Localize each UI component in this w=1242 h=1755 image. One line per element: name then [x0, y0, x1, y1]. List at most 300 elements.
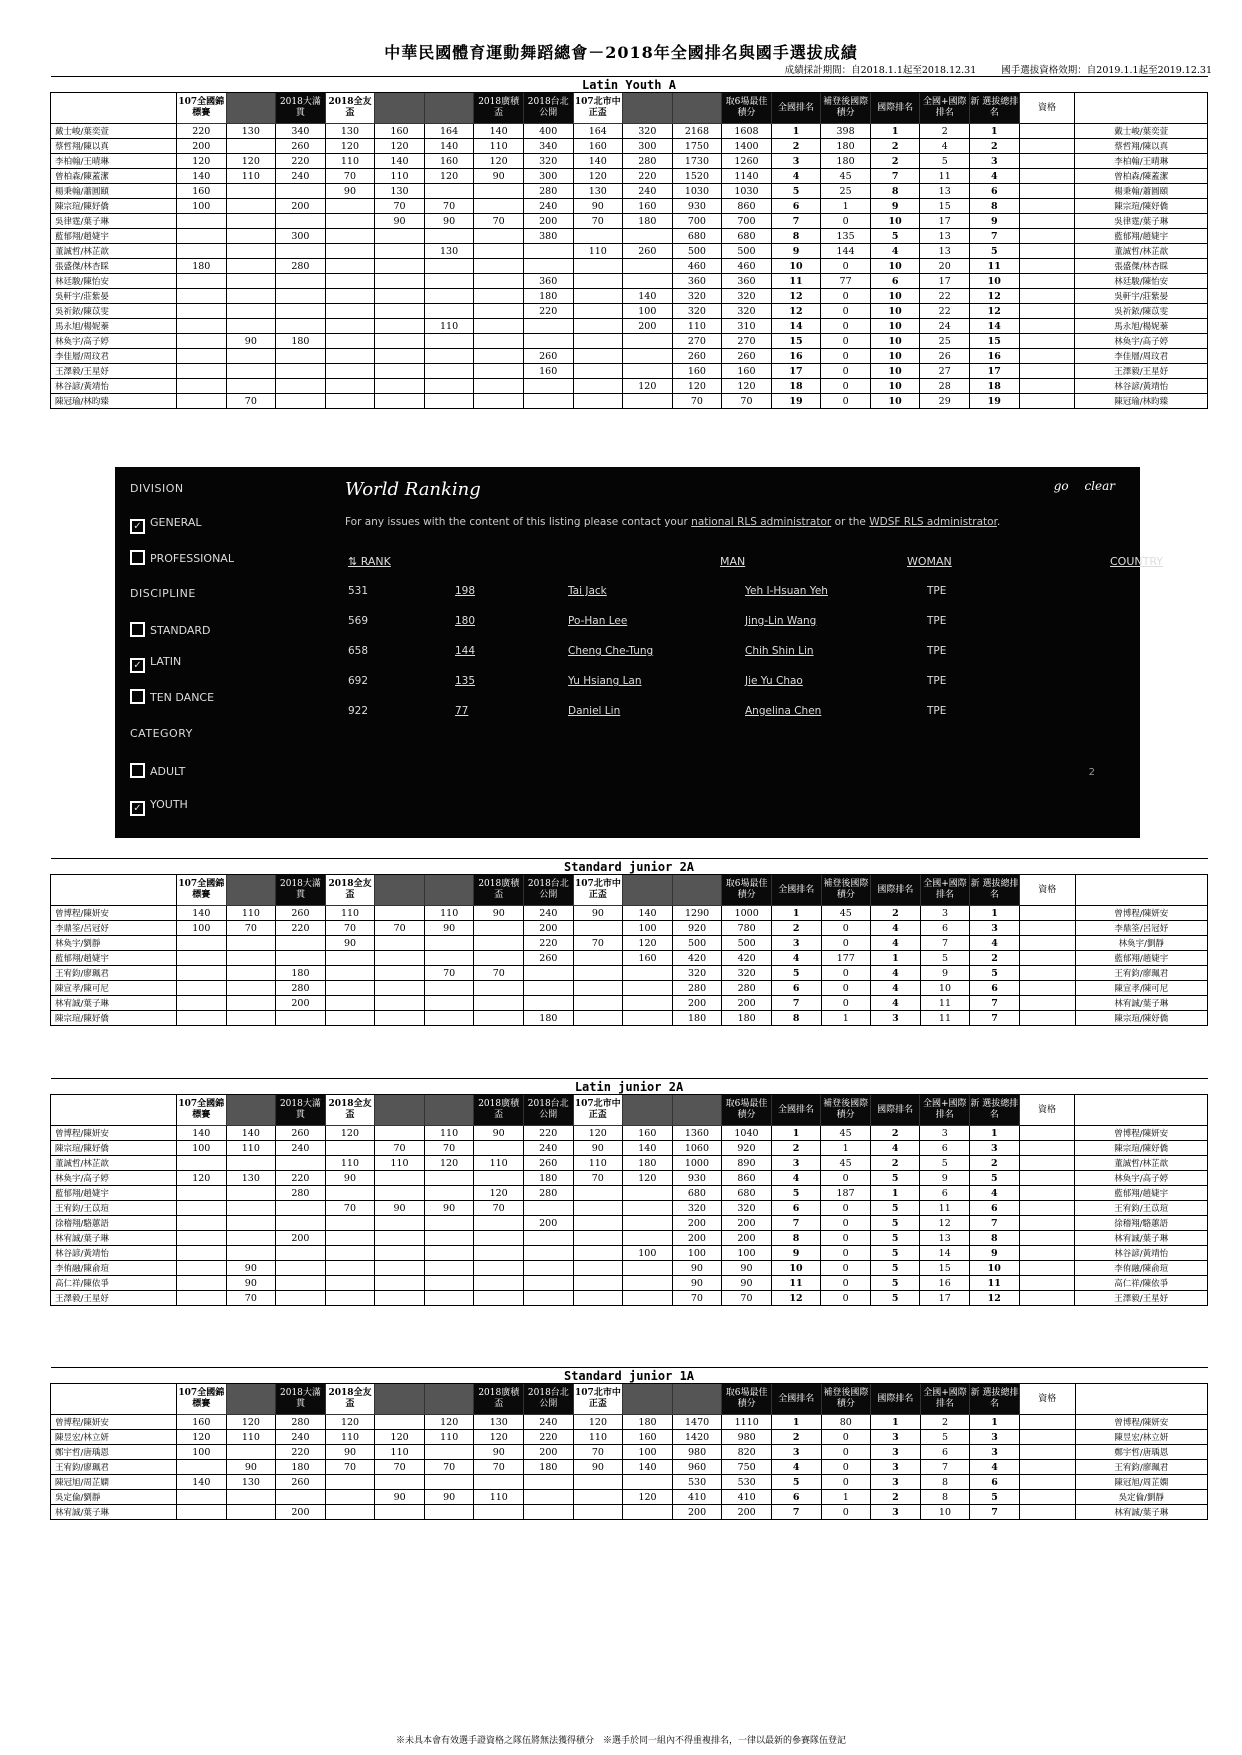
couple-name-cell: 林宥誠/葉子琳 [1075, 1231, 1208, 1246]
country-cell: TPE [927, 705, 947, 717]
couple-name-cell: 吳軒宇/莊紫晏 [51, 289, 177, 304]
score-cell [177, 349, 227, 364]
score-cell: 220 [276, 1171, 326, 1186]
score-cell [474, 1141, 524, 1156]
score-cell: 7 [970, 1505, 1020, 1520]
go-link[interactable]: go [1053, 479, 1069, 493]
table-row [51, 966, 1208, 981]
points-link[interactable]: 144 [455, 645, 476, 657]
table-row [51, 996, 1208, 1011]
score-cell [1019, 259, 1075, 274]
score-cell: 4 [771, 1460, 821, 1475]
score-cell: 110 [226, 906, 276, 921]
checkbox-checked-icon[interactable]: ✓ [130, 519, 145, 534]
column-header: 國際排名 [871, 875, 921, 906]
couple-name-cell: 曾博程/陳妍安 [51, 1126, 177, 1141]
column-header [672, 1095, 722, 1126]
checkbox-checked-icon[interactable]: ✓ [130, 658, 145, 673]
score-cell: 5 [870, 1246, 920, 1261]
couple-name-cell: 王澤毅/王星妤 [1075, 364, 1208, 379]
score-cell [1019, 951, 1075, 966]
woman-link[interactable]: Chih Shin Lin [745, 645, 814, 657]
column-header [51, 93, 177, 124]
score-cell: 70 [325, 169, 375, 184]
score-cell [325, 244, 375, 259]
score-cell: 4 [870, 244, 920, 259]
ten-dance-option[interactable] [130, 689, 214, 704]
score-cell [325, 1216, 375, 1231]
score-cell: 200 [177, 139, 227, 154]
table-row [51, 274, 1208, 289]
score-cell: 70 [672, 394, 722, 409]
score-cell [325, 319, 375, 334]
couple-name-cell: 楊秉翰/蕭圓頤 [51, 184, 177, 199]
score-cell: 460 [672, 259, 722, 274]
score-cell: 15 [920, 199, 970, 214]
column-header [226, 875, 276, 906]
score-cell [325, 259, 375, 274]
page-indicator: 2 [1088, 767, 1095, 778]
score-cell [325, 334, 375, 349]
score-cell: 90 [573, 1141, 623, 1156]
table-row [51, 1126, 1208, 1141]
woman-column-header[interactable]: WOMAN [907, 555, 952, 568]
score-cell [424, 394, 474, 409]
score-cell: 140 [226, 1126, 276, 1141]
standard-option[interactable] [130, 622, 211, 637]
score-cell: 6 [920, 921, 970, 936]
score-cell [1019, 229, 1075, 244]
score-cell: 260 [672, 349, 722, 364]
score-cell: 200 [672, 1231, 722, 1246]
checkbox-icon[interactable] [130, 689, 145, 704]
couple-name-cell: 林奐宇/高子婷 [1075, 1171, 1208, 1186]
score-cell [623, 1216, 673, 1231]
score-cell [573, 951, 623, 966]
points-link[interactable]: 180 [455, 615, 476, 627]
ten-dance-label: TEN DANCE [150, 691, 215, 704]
score-cell: 144 [821, 244, 871, 259]
score-cell: 890 [722, 1156, 772, 1171]
score-cell: 1730 [672, 154, 722, 169]
score-cell: 2 [920, 1415, 970, 1430]
score-cell [424, 289, 474, 304]
score-cell: 5 [870, 1261, 920, 1276]
man-column-header[interactable]: MAN [720, 555, 746, 568]
general-option[interactable] [130, 516, 202, 534]
couple-name-cell: 陳宗瑄/陳妤僑 [51, 199, 177, 214]
score-cell: 9 [920, 966, 970, 981]
score-cell: 0 [821, 349, 871, 364]
score-cell: 9 [970, 1246, 1020, 1261]
score-cell [177, 1216, 227, 1231]
score-cell [325, 1141, 375, 1156]
couple-name-cell: 李鼎筌/呂冠妤 [51, 921, 177, 936]
couple-name-cell: 林宥誠/葉子琳 [51, 996, 177, 1011]
score-cell [1019, 304, 1075, 319]
score-cell: 11 [970, 1276, 1020, 1291]
score-cell: 700 [672, 214, 722, 229]
man-link[interactable]: Po-Han Lee [568, 615, 628, 627]
score-cell: 120 [375, 139, 425, 154]
woman-link[interactable]: Angelina Chen [745, 705, 822, 717]
table-row [51, 304, 1208, 319]
score-cell: 90 [226, 1261, 276, 1276]
score-cell [623, 334, 673, 349]
score-cell: 240 [523, 1141, 573, 1156]
score-cell: 500 [672, 936, 722, 951]
score-cell: 70 [375, 921, 425, 936]
score-cell [623, 1505, 673, 1520]
score-cell: 5 [870, 229, 920, 244]
score-cell [1019, 154, 1075, 169]
score-cell: 160 [623, 1126, 673, 1141]
score-cell: 2 [871, 906, 921, 921]
score-cell [276, 1011, 326, 1026]
score-cell: 7 [771, 214, 821, 229]
score-cell [573, 379, 623, 394]
score-cell [573, 364, 623, 379]
score-cell: 3 [771, 154, 821, 169]
score-cell: 0 [821, 996, 871, 1011]
score-cell [1019, 1430, 1075, 1445]
score-cell: 530 [672, 1475, 722, 1490]
score-cell [226, 936, 276, 951]
score-cell [177, 244, 227, 259]
score-cell: 320 [722, 966, 772, 981]
column-header: 資格 [1019, 875, 1075, 906]
score-cell: 260 [276, 1475, 326, 1490]
score-cell: 160 [573, 139, 623, 154]
checkbox-icon[interactable] [130, 550, 145, 565]
score-cell [573, 1291, 623, 1306]
score-cell: 200 [523, 214, 573, 229]
score-cell: 160 [623, 1430, 673, 1445]
score-cell: 17 [920, 1291, 970, 1306]
score-cell: 7 [970, 229, 1020, 244]
rank-column-header[interactable]: ⇅ RANK [348, 555, 391, 568]
score-cell: 110 [474, 1156, 524, 1171]
score-cell: 2 [970, 139, 1020, 154]
score-cell [276, 244, 326, 259]
score-cell [177, 1186, 227, 1201]
score-cell: 4 [771, 1171, 821, 1186]
score-cell: 0 [821, 966, 871, 981]
table-row [51, 244, 1208, 259]
score-cell: 90 [424, 214, 474, 229]
score-cell: 10 [771, 1261, 821, 1276]
score-cell: 7 [771, 1216, 821, 1231]
score-cell [226, 1156, 276, 1171]
score-cell [474, 996, 524, 1011]
couple-name-cell: 李鼎筌/呂冠妤 [1075, 921, 1207, 936]
woman-link[interactable]: Jing-Lin Wang [745, 615, 817, 627]
table-row [51, 349, 1208, 364]
woman-link[interactable]: Jie Yu Chao [745, 675, 803, 687]
column-header: 2018台北公開 [523, 93, 573, 124]
score-cell: 7 [771, 996, 821, 1011]
score-cell [474, 394, 524, 409]
score-cell: 0 [821, 289, 871, 304]
score-cell: 0 [821, 1261, 871, 1276]
score-cell [474, 1291, 524, 1306]
score-cell [1019, 214, 1075, 229]
score-cell [474, 319, 524, 334]
score-cell [474, 244, 524, 259]
score-cell [623, 966, 673, 981]
score-cell: 200 [722, 1216, 772, 1231]
score-cell: 8 [771, 1011, 821, 1026]
score-cell [474, 1276, 524, 1291]
score-cell: 90 [474, 1126, 524, 1141]
man-link[interactable]: Daniel Lin [568, 705, 621, 717]
score-cell: 100 [623, 1246, 673, 1261]
score-cell: 90 [226, 1460, 276, 1475]
score-cell [276, 379, 326, 394]
score-cell: 110 [573, 244, 623, 259]
score-cell: 680 [722, 229, 772, 244]
column-header [672, 93, 722, 124]
table-row [51, 1475, 1208, 1490]
score-cell [1019, 1276, 1075, 1291]
score-cell: 1110 [722, 1415, 772, 1430]
wdsf-rls-admin-link[interactable]: WDSF RLS administrator [869, 516, 997, 528]
woman-link[interactable]: Yeh I-Hsuan Yeh [745, 585, 828, 597]
score-cell [623, 1201, 673, 1216]
score-cell: 180 [623, 214, 673, 229]
score-cell: 70 [474, 1460, 524, 1475]
score-cell: 8 [970, 1231, 1020, 1246]
score-cell [226, 274, 276, 289]
score-cell [177, 981, 227, 996]
score-cell [1019, 1171, 1075, 1186]
score-cell [424, 951, 474, 966]
man-link[interactable]: Yu Hsiang Lan [568, 675, 642, 687]
score-cell [424, 304, 474, 319]
score-cell: 2 [771, 1430, 821, 1445]
score-cell [177, 966, 227, 981]
score-cell: 10 [870, 379, 920, 394]
score-cell: 70 [474, 214, 524, 229]
score-cell: 11 [771, 1276, 821, 1291]
score-cell [325, 1475, 375, 1490]
score-cell [325, 1186, 375, 1201]
score-cell: 6 [771, 981, 821, 996]
score-cell: 400 [523, 124, 573, 139]
score-cell [573, 966, 623, 981]
score-cell: 4 [871, 921, 921, 936]
adult-option[interactable] [130, 763, 185, 778]
checkbox-icon[interactable] [130, 763, 145, 778]
score-cell: 1 [821, 1011, 871, 1026]
score-cell: 70 [573, 214, 623, 229]
score-cell: 4 [920, 139, 970, 154]
table-row [51, 981, 1208, 996]
score-cell: 1 [821, 1490, 871, 1505]
score-cell [226, 1186, 276, 1201]
score-cell: 70 [325, 1201, 375, 1216]
table-row [51, 139, 1208, 154]
score-cell: 260 [722, 349, 772, 364]
score-cell: 320 [672, 289, 722, 304]
couple-name-cell: 藍郁翔/趙婕宇 [51, 951, 177, 966]
score-cell: 5 [970, 1171, 1020, 1186]
score-cell: 100 [623, 304, 673, 319]
couple-name-cell: 林谷諺/黃靖怡 [1075, 379, 1208, 394]
score-cell: 1 [771, 1126, 821, 1141]
score-cell [375, 936, 425, 951]
table-row [51, 1490, 1208, 1505]
column-header: 2018廣積盃 [474, 1384, 524, 1415]
score-cell: 70 [424, 1460, 474, 1475]
checkbox-checked-icon[interactable]: ✓ [130, 801, 145, 816]
score-cell: 14 [970, 319, 1020, 334]
points-link[interactable]: 77 [455, 705, 469, 717]
score-cell: 5 [771, 966, 821, 981]
score-cell: 200 [722, 996, 772, 1011]
score-cell [276, 289, 326, 304]
score-cell [276, 319, 326, 334]
score-cell [1019, 124, 1075, 139]
score-cell [523, 394, 573, 409]
score-cell: 130 [474, 1415, 524, 1430]
column-header: 國際排名 [871, 1384, 921, 1415]
score-cell [1019, 1490, 1075, 1505]
checkbox-icon[interactable] [130, 622, 145, 637]
score-cell: 110 [375, 1445, 425, 1460]
score-cell: 6 [970, 981, 1020, 996]
score-cell: 140 [623, 906, 673, 921]
score-cell [325, 289, 375, 304]
score-cell [424, 1505, 474, 1520]
score-cell [276, 1246, 326, 1261]
column-header: 2018全友盃 [325, 1384, 375, 1415]
score-cell [226, 244, 276, 259]
score-cell: 6 [920, 1186, 970, 1201]
score-cell: 2 [771, 1141, 821, 1156]
column-header: 107北市中正盃 [573, 1095, 623, 1126]
national-rls-admin-link[interactable]: national RLS administrator [691, 516, 832, 528]
table-row [51, 169, 1208, 184]
score-cell: 5 [920, 951, 970, 966]
score-cell: 1000 [722, 906, 772, 921]
score-cell [375, 244, 425, 259]
score-cell [474, 1475, 524, 1490]
score-cell: 220 [524, 1430, 574, 1445]
score-cell: 90 [474, 1445, 524, 1460]
score-cell: 140 [177, 1126, 227, 1141]
score-cell [523, 1201, 573, 1216]
score-cell: 200 [276, 1231, 326, 1246]
score-cell: 10 [870, 259, 920, 274]
score-cell: 240 [276, 169, 326, 184]
score-cell: 110 [573, 1430, 623, 1445]
points-link[interactable]: 198 [455, 585, 476, 597]
score-cell [424, 184, 474, 199]
score-cell: 2 [970, 1156, 1020, 1171]
man-link[interactable]: Cheng Che-Tung [568, 645, 654, 657]
latin-label: LATIN [150, 655, 182, 668]
score-cell: 1060 [672, 1141, 722, 1156]
score-cell: 110 [672, 319, 722, 334]
score-cell [325, 379, 375, 394]
score-cell: 780 [722, 921, 772, 936]
score-cell [226, 1231, 276, 1246]
score-cell: 110 [424, 1126, 474, 1141]
score-cell: 220 [523, 304, 573, 319]
score-cell: 3 [871, 1505, 921, 1520]
score-cell [375, 1171, 425, 1186]
man-link[interactable]: Tai Jack [568, 585, 607, 597]
column-header: 全國+國際排名 [920, 1095, 970, 1126]
score-cell [424, 1231, 474, 1246]
score-cell [524, 966, 574, 981]
column-header: 補登後國際積分 [821, 875, 871, 906]
score-cell: 9 [970, 214, 1020, 229]
score-cell [375, 289, 425, 304]
score-cell: 4 [970, 936, 1020, 951]
score-cell: 120 [623, 379, 673, 394]
points-link[interactable]: 135 [455, 675, 476, 687]
score-cell [375, 1505, 425, 1520]
score-cell [1019, 199, 1075, 214]
score-cell [523, 259, 573, 274]
score-cell: 320 [722, 304, 772, 319]
score-cell: 0 [821, 259, 871, 274]
score-cell: 120 [226, 1415, 276, 1430]
column-header: 全國+國際排名 [920, 1384, 970, 1415]
score-cell: 320 [722, 289, 772, 304]
score-cell: 1 [970, 1126, 1020, 1141]
couple-name-cell: 林谷諺/黃靖怡 [51, 1246, 177, 1261]
score-cell: 500 [722, 244, 772, 259]
score-cell: 1 [870, 1186, 920, 1201]
score-cell: 7 [920, 1460, 970, 1475]
score-cell: 0 [821, 981, 871, 996]
professional-option[interactable] [130, 550, 234, 565]
score-cell: 120 [177, 1171, 227, 1186]
column-header: 新 選拔總排名 [970, 875, 1020, 906]
score-cell [177, 394, 227, 409]
score-cell [226, 319, 276, 334]
score-cell [424, 364, 474, 379]
score-cell: 460 [722, 259, 772, 274]
standard-label: STANDARD [150, 624, 211, 637]
score-cell: 320 [722, 1201, 772, 1216]
score-cell [325, 364, 375, 379]
score-cell: 320 [623, 124, 673, 139]
score-cell [226, 214, 276, 229]
score-cell [177, 274, 227, 289]
score-cell: 10 [771, 259, 821, 274]
score-cell: 70 [226, 921, 276, 936]
clear-link[interactable]: clear [1084, 479, 1115, 493]
score-cell: 200 [623, 319, 673, 334]
score-cell [1019, 1186, 1075, 1201]
column-header: 2018台北公開 [523, 1095, 573, 1126]
youth-option[interactable] [130, 798, 188, 816]
latin-option[interactable] [130, 655, 181, 673]
country-column-header[interactable]: COUNTRY [1110, 555, 1163, 568]
rank-cell: 531 [348, 585, 369, 597]
qualification-period: 國手選拔資格效期：自2019.1.1起至2019.12.31 [1001, 65, 1212, 76]
couple-name-cell: 林宥誠/葉子琳 [1075, 996, 1207, 1011]
score-cell: 980 [722, 1430, 772, 1445]
column-header [1075, 875, 1207, 906]
score-cell: 110 [325, 1430, 375, 1445]
couple-name-cell: 王宥鈞/廖珮君 [1075, 966, 1207, 981]
score-cell: 2 [920, 124, 970, 139]
